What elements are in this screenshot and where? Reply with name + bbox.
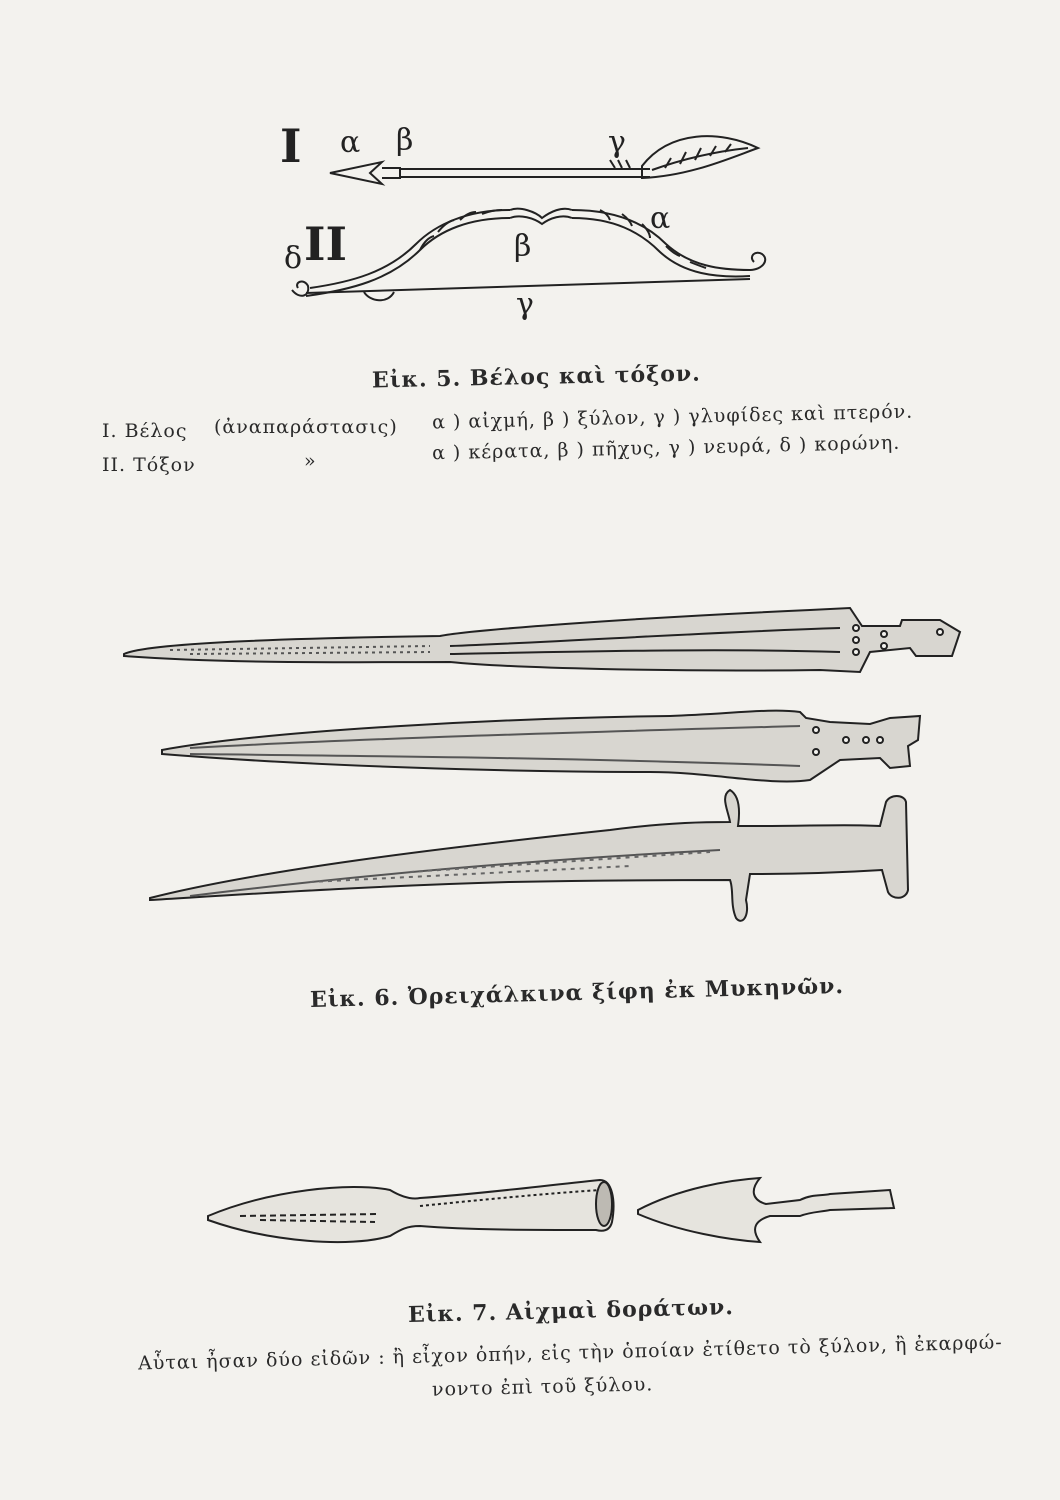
label-beta-bow: β	[514, 229, 532, 264]
sword-3	[150, 790, 908, 921]
figure-7-body-line-2: νοντο ἐπὶ τοῦ ξύλου.	[431, 1373, 654, 1401]
spearhead-tanged	[638, 1178, 894, 1242]
figure-6-swords	[110, 590, 970, 940]
arrow-drawing	[330, 136, 758, 184]
figure-7-caption: Εἰκ. 7. Αἰχμαὶ δοράτων.	[407, 1294, 735, 1328]
label-delta-bow: δ	[284, 241, 303, 276]
legend-row-arrow-parts: α ) αἰχμή, β ) ξύλον, γ ) γλυφίδες καὶ πτερόν.	[431, 400, 914, 434]
spearhead-socketed	[208, 1180, 614, 1242]
legend-row-bow-parts: α ) κέρατα, β ) πῆχυς, γ ) νευρά, δ ) κορώνη.	[431, 431, 901, 465]
label-alpha-bow: α	[650, 201, 671, 236]
figure-7-spearheads	[200, 1160, 920, 1270]
figure-7-body-line-1: Αὗται ἦσαν δύο εἰδῶν : ἢ εἶχον ὀπήν, εἰς τὴν ὁποίαν ἐτίθετο τὸ ξύλον, ἢ ἐκαρφώ-	[137, 1331, 1003, 1375]
legend-row-arrow-label: I. Βέλος	[102, 420, 188, 442]
figure-6-caption: Εἰκ. 6. Ὀρειχάλκινα ξίφη ἐκ Μυκηνῶν.	[309, 973, 845, 1013]
label-roman-one: I	[280, 119, 302, 173]
label-gamma-bow: γ	[516, 287, 534, 322]
legend-row-bow-note: »	[304, 450, 317, 472]
figure-5-caption: Εἰκ. 5. Βέλος καὶ τόξον.	[371, 360, 702, 394]
label-alpha-arrow: α	[340, 125, 361, 160]
legend-row-bow-label: II. Τόξον	[102, 454, 196, 476]
label-roman-two: II	[304, 217, 348, 271]
sword-2	[162, 711, 920, 782]
label-gamma-arrow: γ	[608, 125, 626, 160]
sword-1	[124, 608, 960, 672]
label-beta-arrow: β	[396, 123, 414, 158]
legend-row-arrow-note: (ἀναπαράστασις)	[214, 416, 398, 438]
figure-5-arrow-and-bow	[270, 110, 790, 330]
